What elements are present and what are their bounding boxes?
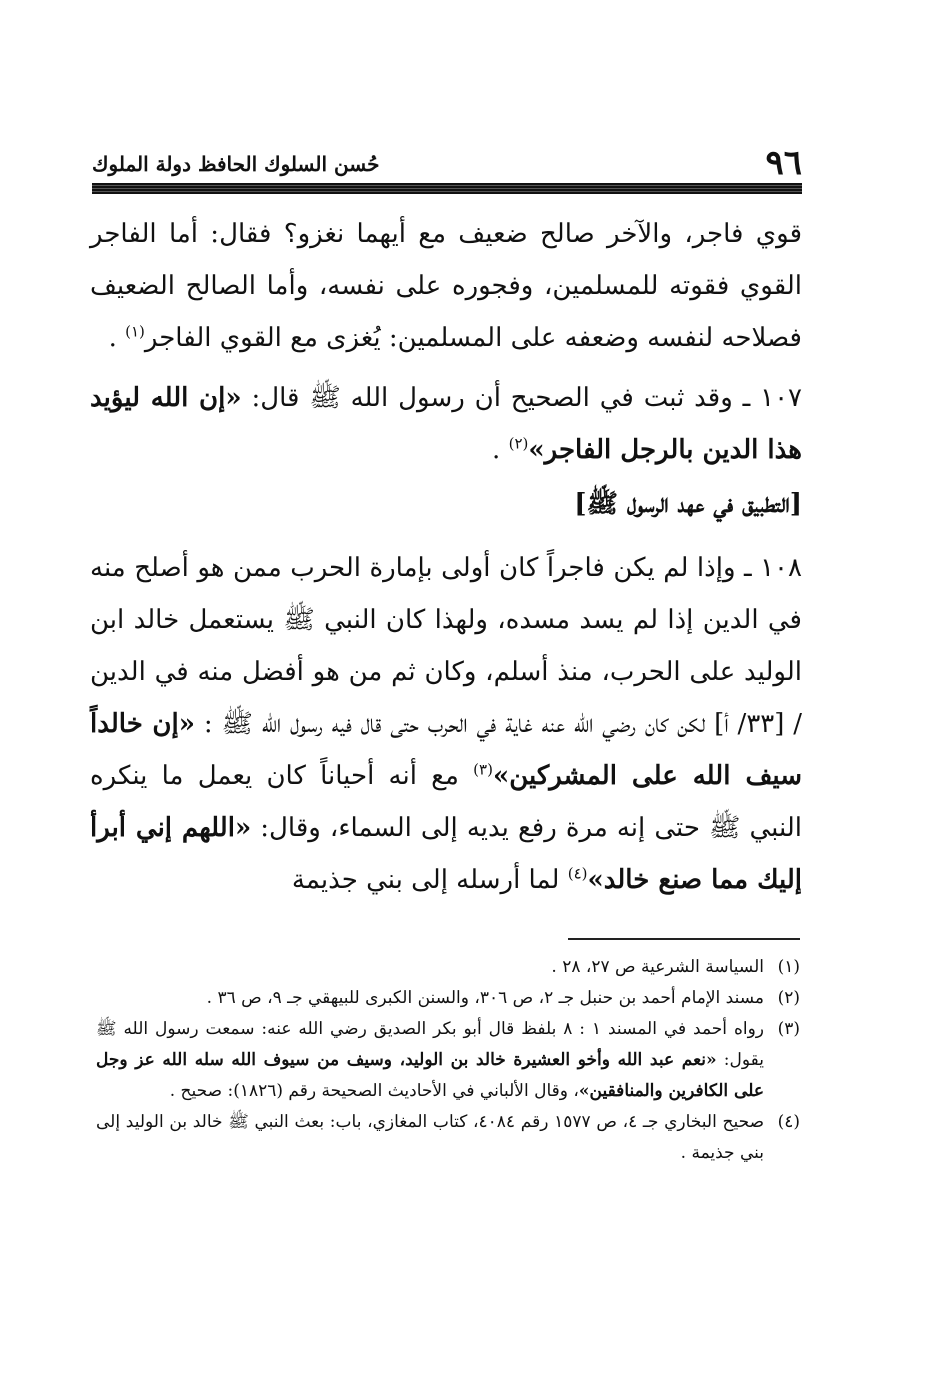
footnote-4 (96, 1107, 800, 1169)
paragraph-continued (90, 208, 802, 364)
paragraph-end: . (492, 435, 509, 465)
footnotes (96, 952, 800, 1169)
footnote-number: (١) (777, 957, 800, 977)
paragraph-text: قوي فاجر، والآخر صالح ضعيف مع أيهما نغزو؟ فقال: أما الفاجر القوي فقوته للمسلمين، وفجوره على نفسه، وأما الصالح الضعيف فصلاحه لنفسه وضعفه على المسلمين: يُغزى مع القوي الفاجر (90, 219, 802, 353)
footnote-1 (96, 952, 800, 983)
footnote-text (96, 1014, 764, 1107)
hadith-quote-2: «اللهم إني أبرأ إليك مما صنع خالد» (90, 813, 802, 895)
paragraph-intro: ١٠٧ ـ وقد ثبت في الصحيح أن رسول الله ﷺ قال: (241, 383, 803, 413)
footnote-text: مسند الإمام أحمد بن حنبل جـ ٢، ص ٣٠٦، والسنن الكبرى للبيهقي جـ ٩، ص ٣٦ . (206, 988, 764, 1008)
footnote-3 (96, 1014, 800, 1107)
footnote-text-b: ، وقال الألباني في الأحاديث الصحيحة رقم (١٨٢٦): صحيح . (169, 1081, 579, 1101)
footnote-rule (568, 938, 800, 940)
footnote-ref-2: (٢) (508, 434, 529, 453)
footnote-number: (٣) (777, 1019, 800, 1039)
main-text (90, 208, 802, 906)
footnote-number: (٤) (777, 1112, 800, 1132)
page-number: ٩٦ (765, 143, 802, 183)
paragraph-text-3: لما أرسله إلى بني جذيمة (291, 865, 568, 895)
footnote-text-a: رواه أحمد في المسند ١ : ٨ بلفظ قال أبو بكر الصديق رضي الله عنه: سمعت رسول الله ﷺ يقول: (96, 1019, 764, 1070)
paragraph-108 (90, 542, 802, 906)
paragraph-text-2: مع أنه أحياناً كان يعمل ما ينكره النبي ﷺ حتى إنه مرة رفع يديه إلى السماء، وقال: (90, 761, 802, 843)
hadith-quote-1: «إن خالداً سيف الله على المشركين» (90, 709, 803, 791)
footnote-ref-3: (٣) (473, 760, 493, 779)
footnote-text: السياسة الشرعية ص ٢٧، ٢٨ . (551, 957, 764, 977)
paragraph-107 (90, 372, 802, 476)
footnote-number: (٢) (777, 988, 800, 1008)
running-title: حُسن السلوك الحافظ دولة الملوك (92, 152, 380, 176)
header-rule (92, 183, 802, 194)
footnote-quote: «نعم عبد الله وأخو العشيرة خالد بن الوليد، وسيف من سيوف الله سله الله عز وجل على الكافرين والمنافقين» (96, 1050, 764, 1101)
section-heading: [التطبيق في عهد الرسول ﷺ] (574, 489, 802, 519)
page-header (92, 132, 802, 183)
footnote-ref-4: (٤) (567, 864, 588, 883)
paragraph-end: . (108, 323, 126, 353)
hadith-quote: «إن الله ليؤيد هذا الدين بالرجل الفاجر» (90, 383, 802, 465)
footnote-ref-1: (١) (125, 322, 145, 341)
paragraph-text-1: ١٠٨ ـ وإذا لم يكن فاجراً كان أولى بإمارة الحرب ممن هو أصلح منه في الدين إذا لم يسد مسده، ولهذا كان النبي ﷺ يستعمل خالد ابن الوليد على الحرب، منذ أسلم، وكان ثم من هو أفضل منه في الدين / [٣٣/ أ] لكن كان رضي الله عنه غاية في الحرب حتى قال فيه رسول الله ﷺ : (90, 553, 803, 739)
footnote-2 (96, 983, 800, 1014)
footnote-text: صحيح البخاري جـ ٤، ص ١٥٧٧ رقم ٤٠٨٤، كتاب المغازي، باب: بعث النبي ﷺ خالد بن الوليد إلى بني جذيمة . (96, 1112, 764, 1163)
